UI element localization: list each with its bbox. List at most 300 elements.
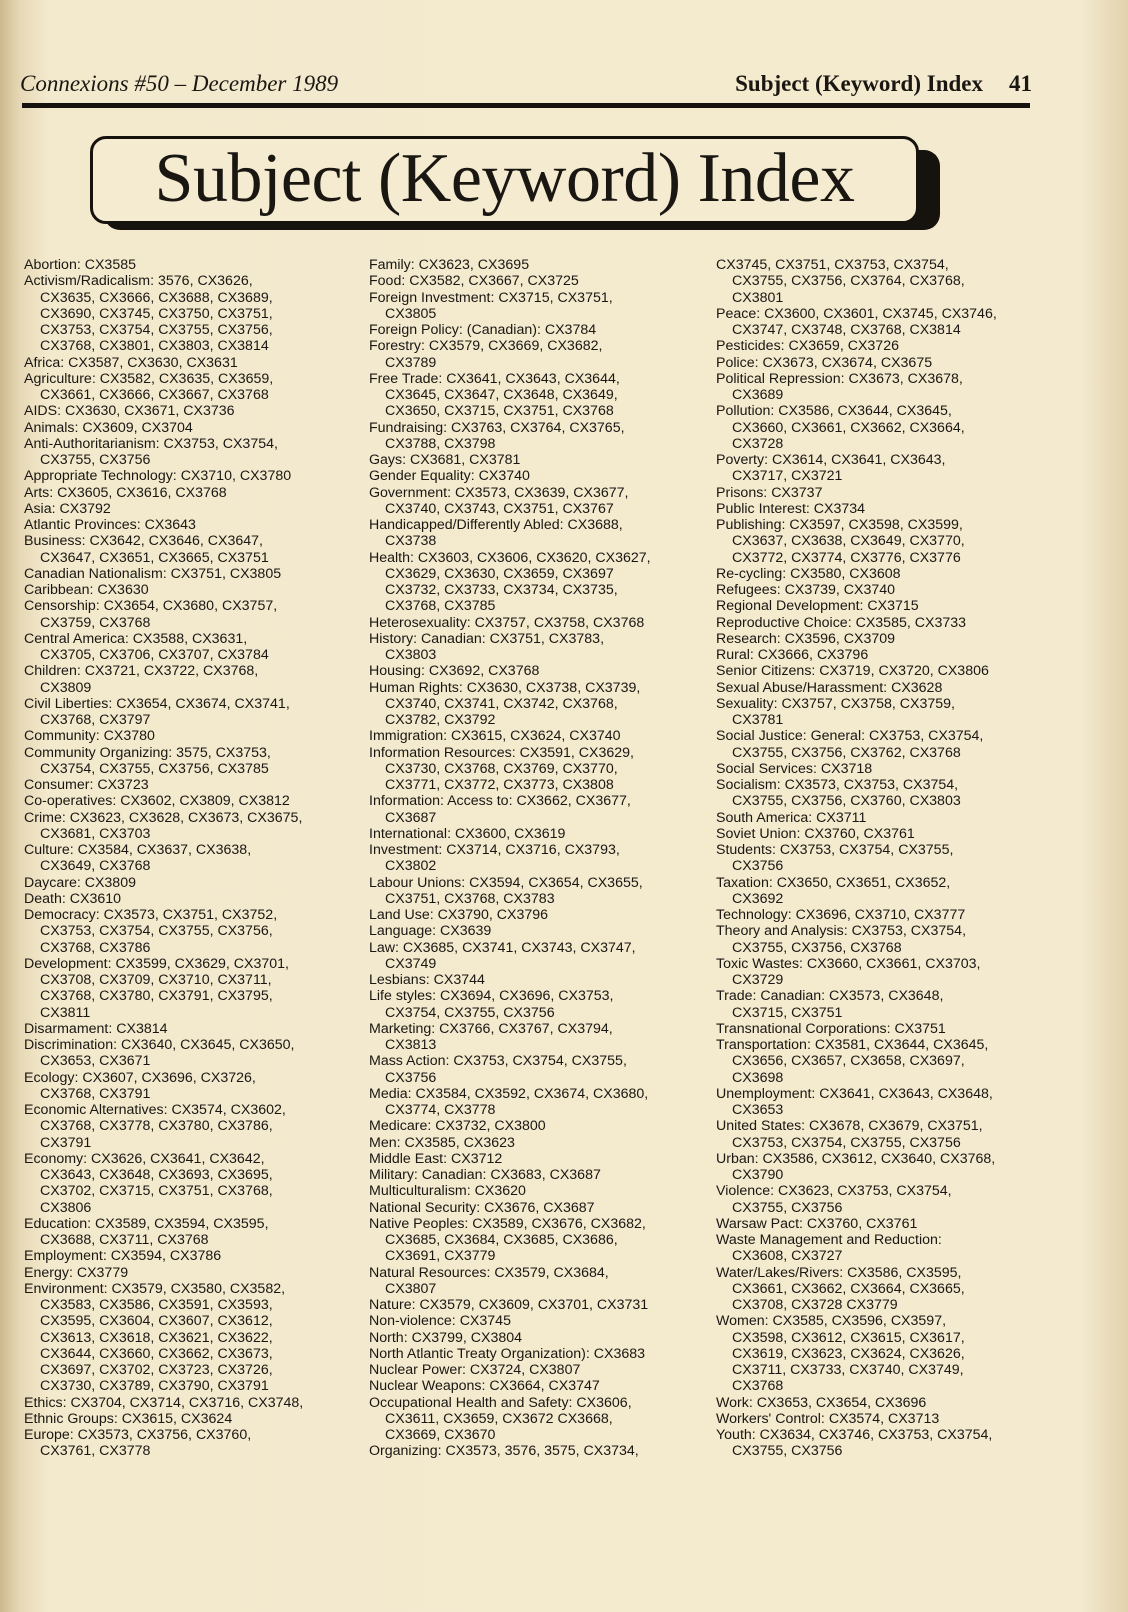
index-entry [716,696,1046,729]
index-entry-continuation: CX3754, CX3755, CX3756, CX3785 [40,760,269,777]
index-entry-line: Mass Action: CX3753, CX3754, CX3755, [369,1053,627,1070]
index-entry-continuation: CX3813 [385,1037,437,1053]
index-entry [369,1297,699,1313]
index-entry [369,1151,699,1167]
index-entry-line: Censorship: CX3654, CX3680, CX3757, [24,598,278,615]
index-entry-continuation: CX3774, CX3778 [385,1102,496,1118]
index-entry [369,793,699,826]
index-entry-line: Economy: CX3626, CX3641, CX3642, [24,1150,265,1167]
index-entry-line: Canadian Nationalism: CX3751, CX3805 [24,565,282,582]
index-entry-line: Asia: CX3792 [24,500,111,517]
index-entry [24,777,354,793]
index-entry-continuation: CX3768, CX3786 [40,939,151,956]
index-entry [369,1330,699,1346]
index-entry-line: Law: CX3685, CX3741, CX3743, CX3747, [369,939,636,956]
index-entry-line: Business: CX3642, CX3646, CX3647, [24,533,263,550]
index-entry [24,907,354,956]
index-entry-line: Sexual Abuse/Harassment: CX3628 [716,679,943,696]
index-entry-continuation: CX3690, CX3745, CX3750, CX3751, [40,305,273,322]
index-entry-line: Free Trade: CX3641, CX3643, CX3644, [369,370,620,387]
index-entry-continuation: CX3708, CX3709, CX3710, CX3711, [40,972,272,988]
index-entry-continuation: CX3653, CX3671 [40,1053,151,1070]
index-entry-continuation: CX3768, CX3797 [40,712,151,728]
index-entry-continuation: CX3730, CX3768, CX3769, CX3770, [385,760,618,777]
index-entry-line: Atlantic Provinces: CX3643 [24,517,196,533]
index-entry [24,696,354,729]
index-entry [24,501,354,517]
index-entry-continuation: CX3771, CX3772, CX3773, CX3808 [385,777,614,793]
index-entry-line: Senior Citizens: CX3719, CX3720, CX3806 [716,663,989,680]
index-entry-continuation: CX3697, CX3702, CX3723, CX3726, [40,1362,273,1378]
index-entry-line: Taxation: CX3650, CX3651, CX3652, [716,874,951,891]
index-entry [24,1265,354,1281]
index-entry [369,517,699,550]
index-entry [716,1216,1046,1232]
index-entry-continuation: CX3729 [732,972,784,988]
index-entry [369,1216,699,1265]
index-column-3 [716,257,1046,1460]
index-entry-continuation: CX3753, CX3754, CX3755, CX3756, [40,322,273,338]
index-entry-continuation: CX3803 [385,647,437,663]
index-entry-continuation: CX3747, CX3748, CX3768, CX3814 [732,322,961,338]
index-entry [24,1427,354,1460]
index-entry [369,875,699,908]
index-entry [369,745,699,794]
index-entry [716,517,1046,566]
index-entry [716,355,1046,371]
index-entry-line: Labour Unions: CX3594, CX3654, CX3655, [369,874,643,891]
index-entry-line: Unemployment: CX3641, CX3643, CX3648, [716,1085,993,1102]
index-entry [716,842,1046,875]
index-entry [24,420,354,436]
index-entry-continuation: CX3755, CX3756, CX3768 [732,939,902,956]
index-entry-continuation: CX3740, CX3743, CX3751, CX3767 [385,500,614,517]
index-entry [369,907,699,923]
index-entry-continuation: CX3789 [385,354,437,371]
index-entry-continuation: CX3650, CX3715, CX3751, CX3768 [385,403,614,420]
index-entry [716,647,1046,663]
header-rule [22,103,1030,108]
index-entry-line: Re-cycling: CX3580, CX3608 [716,565,901,582]
index-entry-continuation: CX3717, CX3721 [732,468,843,485]
index-entry-continuation: CX3732, CX3733, CX3734, CX3735, [385,582,618,598]
index-entry-line: Health: CX3603, CX3606, CX3620, CX3627, [369,549,651,566]
index-entry-continuation: CX3730, CX3789, CX3790, CX3791 [40,1378,269,1395]
index-entry [24,875,354,891]
index-entry-line: Gender Equality: CX3740 [369,468,530,485]
index-entry-line: Workers' Control: CX3574, CX3713 [716,1410,940,1427]
index-entry-line: South America: CX3711 [716,809,867,826]
index-entry-line: Socialism: CX3573, CX3753, CX3754, [716,777,959,793]
running-head-right [735,68,1032,100]
index-entry-line: Discrimination: CX3640, CX3645, CX3650, [24,1037,295,1053]
index-entry-continuation: CX3788, CX3798 [385,435,496,452]
index-entry [24,257,354,273]
page-title: Subject (Keyword) Index [154,140,855,217]
index-entry-line: Language: CX3639 [369,923,492,940]
index-entry [716,306,1046,339]
index-entry-continuation: CX3806 [40,1199,92,1216]
index-entry-line: CX3745, CX3751, CX3753, CX3754, [716,257,949,273]
index-entry [716,1037,1046,1086]
index-entry [24,436,354,469]
index-entry-line: Foreign Investment: CX3715, CX3751, [369,289,613,306]
index-entry [716,582,1046,598]
index-entry-continuation: CX3598, CX3612, CX3615, CX3617, [732,1329,965,1346]
index-entry-line: Consumer: CX3723 [24,777,149,793]
index-entry-continuation: CX3595, CX3604, CX3607, CX3612, [40,1313,273,1330]
index-entry-continuation: CX3791 [40,1134,92,1151]
index-entry-line: Animals: CX3609, CX3704 [24,419,193,436]
index-entry-line: Transnational Corporations: CX3751 [716,1020,946,1037]
index-entry-line: Disarmament: CX3814 [24,1020,168,1037]
index-entry-line: Students: CX3753, CX3754, CX3755, [716,842,954,858]
index-entry-line: Daycare: CX3809 [24,874,136,891]
index-entry [716,1265,1046,1314]
index-entry [24,1395,354,1411]
index-entry-continuation: CX3635, CX3666, CX3688, CX3689, [40,289,273,306]
index-entry [369,680,699,729]
index-entry [24,566,354,582]
index-entry-continuation: CX3759, CX3768 [40,614,151,631]
index-entry [369,273,699,289]
index-entry-continuation: CX3644, CX3660, CX3662, CX3673, [40,1345,273,1362]
index-entry [369,1313,699,1329]
index-entry [369,940,699,973]
index-entry-continuation: CX3790 [732,1167,784,1183]
index-entry-line: National Security: CX3676, CX3687 [369,1199,595,1216]
index-entry-line: Arts: CX3605, CX3616, CX3768 [24,484,227,501]
index-entry-continuation: CX3653 [732,1102,784,1118]
index-entry [716,761,1046,777]
index-entry [369,988,699,1021]
index-entry-continuation: CX3715, CX3751 [732,1004,843,1021]
index-entry-line: Rural: CX3666, CX3796 [716,647,869,663]
index-entry-line: Abortion: CX3585 [24,257,136,273]
index-entry-line: Civil Liberties: CX3654, CX3674, CX3741, [24,695,290,712]
index-entry [24,1070,354,1103]
index-entry-line: Employment: CX3594, CX3786 [24,1248,222,1265]
index-entry-line: Investment: CX3714, CX3716, CX3793, [369,842,620,858]
index-entry-continuation: CX3689 [732,387,784,403]
index-entry-line: Community Organizing: 3575, CX3753, [24,744,271,761]
index-entry-line: Theory and Analysis: CX3753, CX3754, [716,923,967,940]
index-entry-continuation: CX3755, CX3756, CX3760, CX3803 [732,793,961,810]
index-entry-line: Political Repression: CX3673, CX3678, [716,370,963,387]
index-entry [716,598,1046,614]
index-entry-line: Nuclear Power: CX3724, CX3807 [369,1362,581,1378]
title-banner [90,136,919,224]
index-entry-continuation: CX3754, CX3755, CX3756 [385,1004,555,1021]
index-entry-continuation: CX3645, CX3647, CX3648, CX3649, [385,387,618,403]
index-entry-line: Appropriate Technology: CX3710, CX3780 [24,468,292,485]
index-entry-line: Foreign Policy: (Canadian): CX3784 [369,322,597,338]
running-head [20,68,1032,100]
index-entry [24,842,354,875]
index-entry-line: Police: CX3673, CX3674, CX3675 [716,354,933,371]
index-entry-line: Marketing: CX3766, CX3767, CX3794, [369,1020,613,1037]
index-entry-line: Refugees: CX3739, CX3740 [716,582,896,598]
index-entry [24,468,354,484]
index-entry [369,663,699,679]
index-entry-continuation: CX3629, CX3630, CX3659, CX3697 [385,565,614,582]
index-entry-continuation: CX3661, CX3662, CX3664, CX3665, [732,1280,965,1297]
index-entry-line: Medicare: CX3732, CX3800 [369,1118,546,1135]
index-entry [369,1167,699,1183]
index-entry-line: Agriculture: CX3582, CX3635, CX3659, [24,370,274,387]
index-entry-line: Organizing: CX3573, 3576, 3575, CX3734, [369,1443,639,1460]
index-entry-line: Government: CX3573, CX3639, CX3677, [369,484,629,501]
index-entry [716,923,1046,956]
index-entry [716,485,1046,501]
index-entry-line: AIDS: CX3630, CX3671, CX3736 [24,403,235,420]
index-entry [716,1151,1046,1184]
index-entry-continuation: CX3661, CX3666, CX3667, CX3768 [40,387,269,403]
index-entry [24,1021,354,1037]
index-entry [369,322,699,338]
index-entry [24,1102,354,1151]
index-entry-line: Transportation: CX3581, CX3644, CX3645, [716,1037,989,1053]
index-entry-continuation: CX3692 [732,890,784,907]
page-number: 41 [1009,71,1032,96]
index-entry-line: Publishing: CX3597, CX3598, CX3599, [716,517,963,533]
index-entry [369,842,699,875]
index-entry [716,371,1046,404]
index-entry-line: United States: CX3678, CX3679, CX3751, [716,1118,983,1135]
index-entry [24,485,354,501]
index-entry-continuation: CX3768, CX3791 [40,1085,151,1102]
index-entry [716,566,1046,582]
index-entry [369,1443,699,1459]
index-entry-line: Women: CX3585, CX3596, CX3597, [716,1313,947,1330]
index-entry-line: Activism/Radicalism: 3576, CX3626, [24,273,253,290]
index-entry-line: Social Services: CX3718 [716,760,873,777]
index-entry [369,1200,699,1216]
index-entry-continuation: CX3772, CX3774, CX3776, CX3776 [732,549,961,566]
index-entry-line: Soviet Union: CX3760, CX3761 [716,825,915,842]
index-entry-continuation: CX3705, CX3706, CX3707, CX3784 [40,647,269,663]
index-entry-line: Land Use: CX3790, CX3796 [369,907,549,923]
index-entry-line: Youth: CX3634, CX3746, CX3753, CX3754, [716,1427,993,1443]
index-entry-line: North Atlantic Treaty Organization): CX3683 [369,1345,646,1362]
index-entry [716,1395,1046,1411]
index-entry [24,728,354,744]
index-entry-continuation: CX3751, CX3768, CX3783 [385,890,555,907]
index-entry-continuation: CX3702, CX3715, CX3751, CX3768, [40,1183,273,1200]
index-entry [24,355,354,371]
index-entry-line: Africa: CX3587, CX3630, CX3631 [24,354,238,371]
index-entry-continuation: CX3755, CX3756, CX3762, CX3768 [732,744,961,761]
index-entry-line: Central America: CX3588, CX3631, [24,630,248,647]
index-entry-continuation: CX3711, CX3733, CX3740, CX3749, [732,1362,964,1378]
index-entry-continuation: CX3619, CX3623, CX3624, CX3626, [732,1345,965,1362]
index-entry-line: Multiculturalism: CX3620 [369,1183,526,1200]
index-entry [716,1183,1046,1216]
index-entry-continuation: CX3756 [732,858,784,875]
index-entry-line: Death: CX3610 [24,890,122,907]
index-entry-line: Community: CX3780 [24,728,155,745]
index-entry [716,810,1046,826]
index-entry [369,452,699,468]
index-entry-line: Poverty: CX3614, CX3641, CX3643, [716,452,946,468]
index-entry [369,550,699,615]
index-entry-line: History: Canadian: CX3751, CX3783, [369,630,605,647]
index-entry-continuation: CX3611, CX3659, CX3672 CX3668, [385,1410,613,1427]
index-entry-line: Europe: CX3573, CX3756, CX3760, [24,1427,252,1443]
index-entry-line: Family: CX3623, CX3695 [369,257,530,273]
index-entry-continuation: CX3740, CX3741, CX3742, CX3768, [385,695,618,712]
index-entry [369,420,699,453]
index-entry [716,728,1046,761]
index-entry [24,273,354,354]
index-column-1 [24,257,354,1460]
index-entry-line: Information: Access to: CX3662, CX3677, [369,793,631,810]
index-entry-continuation: CX3802 [385,858,437,875]
index-entry-line: North: CX3799, CX3804 [369,1329,523,1346]
index-entry-line: Water/Lakes/Rivers: CX3586, CX3595, [716,1264,962,1281]
index-entry-line: Handicapped/Differently Abled: CX3688, [369,517,623,533]
index-entry [716,257,1046,306]
index-entry [716,826,1046,842]
index-entry-continuation: CX3749 [385,955,437,972]
index-entry [369,826,699,842]
index-entry-line: Violence: CX3623, CX3753, CX3754, [716,1183,952,1200]
index-entry-line: Education: CX3589, CX3594, CX3595, [24,1215,269,1232]
index-entry-continuation: CX3809 [40,679,92,696]
index-entry-line: Native Peoples: CX3589, CX3676, CX3682, [369,1215,646,1232]
index-entry-line: Natural Resources: CX3579, CX3684, [369,1264,609,1281]
index-entry [24,956,354,1021]
index-entry-line: Military: Canadian: CX3683, CX3687 [369,1167,601,1183]
index-entry [369,290,699,323]
index-entry [369,338,699,371]
index-entry [716,907,1046,923]
index-entry [24,1281,354,1395]
index-entry-line: Heterosexuality: CX3757, CX3758, CX3768 [369,614,645,631]
index-entry-line: International: CX3600, CX3619 [369,825,566,842]
index-entry [369,1021,699,1054]
index-entry-continuation: CX3753, CX3754, CX3755, CX3756, [40,923,273,940]
publication-issue: Connexions #50 – December 1989 [20,71,339,96]
index-entry [369,1362,699,1378]
index-entry-line: Housing: CX3692, CX3768 [369,663,540,680]
index-entry [369,728,699,744]
index-entry [24,533,354,566]
index-entry-continuation: CX3698 [732,1069,784,1086]
index-entry [24,403,354,419]
index-entry-line: Life styles: CX3694, CX3696, CX3753, [369,988,614,1005]
index-entry [369,923,699,939]
index-entry-line: Culture: CX3584, CX3637, CX3638, [24,842,252,858]
index-entry-line: Occupational Health and Safety: CX3606, [369,1394,632,1411]
index-entry-continuation: CX3656, CX3657, CX3658, CX3697, [732,1053,965,1070]
index-entry [716,663,1046,679]
index-entry-continuation: CX3660, CX3661, CX3662, CX3664, [732,419,965,436]
index-entry [24,810,354,843]
index-entry [716,403,1046,452]
index-entry-continuation: CX3728 [732,435,784,452]
index-entry [716,631,1046,647]
index-entry-continuation: CX3807 [385,1280,437,1297]
index-entry [369,371,699,420]
index-entry [369,615,699,631]
index-entry-continuation: CX3608, CX3727 [732,1248,843,1265]
index-entry [369,1378,699,1394]
index-entry [369,1183,699,1199]
index-entry [716,1021,1046,1037]
index-entry-continuation: CX3755, CX3756, CX3764, CX3768, [732,273,965,290]
index-entry-line: Food: CX3582, CX3667, CX3725 [369,273,579,290]
index-entry [716,777,1046,810]
index-entry-line: Development: CX3599, CX3629, CX3701, [24,955,289,972]
index-entry-continuation: CX3781 [732,712,784,728]
index-entry-line: Ethics: CX3704, CX3714, CX3716, CX3748, [24,1394,304,1411]
index-entry-line: Ethnic Groups: CX3615, CX3624 [24,1410,233,1427]
index-entry-line: Environment: CX3579, CX3580, CX3582, [24,1280,286,1297]
index-entry [24,1151,354,1216]
index-entry-line: Trade: Canadian: CX3573, CX3648, [716,988,944,1005]
index-entry [24,1216,354,1249]
index-entry-line: Economic Alternatives: CX3574, CX3602, [24,1102,286,1118]
index-column-2 [369,257,699,1460]
index-entry [716,680,1046,696]
index-entry [716,1313,1046,1394]
index-entry-line: Research: CX3596, CX3709 [716,630,896,647]
index-entry-continuation: CX3738 [385,533,437,550]
index-entry [369,1135,699,1151]
index-entry [716,875,1046,908]
index-entry [716,452,1046,485]
index-entry-line: Forestry: CX3579, CX3669, CX3682, [369,338,603,355]
index-entry-continuation: CX3681, CX3703 [40,825,151,842]
index-entry [24,631,354,664]
index-entry [24,582,354,598]
index-entry [716,956,1046,989]
index-entry-continuation: CX3685, CX3684, CX3685, CX3686, [385,1232,618,1248]
index-entry [369,485,699,518]
index-entry-continuation: CX3755, CX3756 [732,1199,843,1216]
index-entry [24,1411,354,1427]
index-entry-line: Public Interest: CX3734 [716,500,866,517]
index-entry-continuation: CX3637, CX3638, CX3649, CX3770, [732,533,965,550]
index-entry [24,371,354,404]
index-entry-line: Pollution: CX3586, CX3644, CX3645, [716,403,952,420]
index-entry-line: Non-violence: CX3745 [369,1313,511,1330]
index-entry [369,1086,699,1119]
index-entry [369,1346,699,1362]
index-entry-continuation: CX3761, CX3778 [40,1443,151,1460]
index-entry-continuation: CX3691, CX3779 [385,1248,496,1265]
index-entry [369,1053,699,1086]
index-entry-continuation: CX3643, CX3648, CX3693, CX3695, [40,1167,273,1183]
index-entry-line: Energy: CX3779 [24,1264,129,1281]
index-entry-line: Prisons: CX3737 [716,484,823,501]
index-entry [24,1037,354,1070]
index-entry [716,615,1046,631]
index-entry-line: Lesbians: CX3744 [369,972,485,988]
index-entry-line: Reproductive Choice: CX3585, CX3733 [716,614,967,631]
index-entry-continuation: CX3768, CX3778, CX3780, CX3786, [40,1118,273,1135]
index-entry-line: Gays: CX3681, CX3781 [369,452,521,468]
index-entry-continuation: CX3768, CX3785 [385,598,496,615]
index-entry [716,501,1046,517]
index-entry-continuation: CX3801 [732,289,784,306]
index-entry [369,1118,699,1134]
index-entry-continuation: CX3688, CX3711, CX3768 [40,1232,209,1248]
index-entry [369,1395,699,1444]
index-entry-line: Waste Management and Reduction: [716,1232,942,1248]
index-entry-continuation: CX3669, CX3670 [385,1427,496,1443]
